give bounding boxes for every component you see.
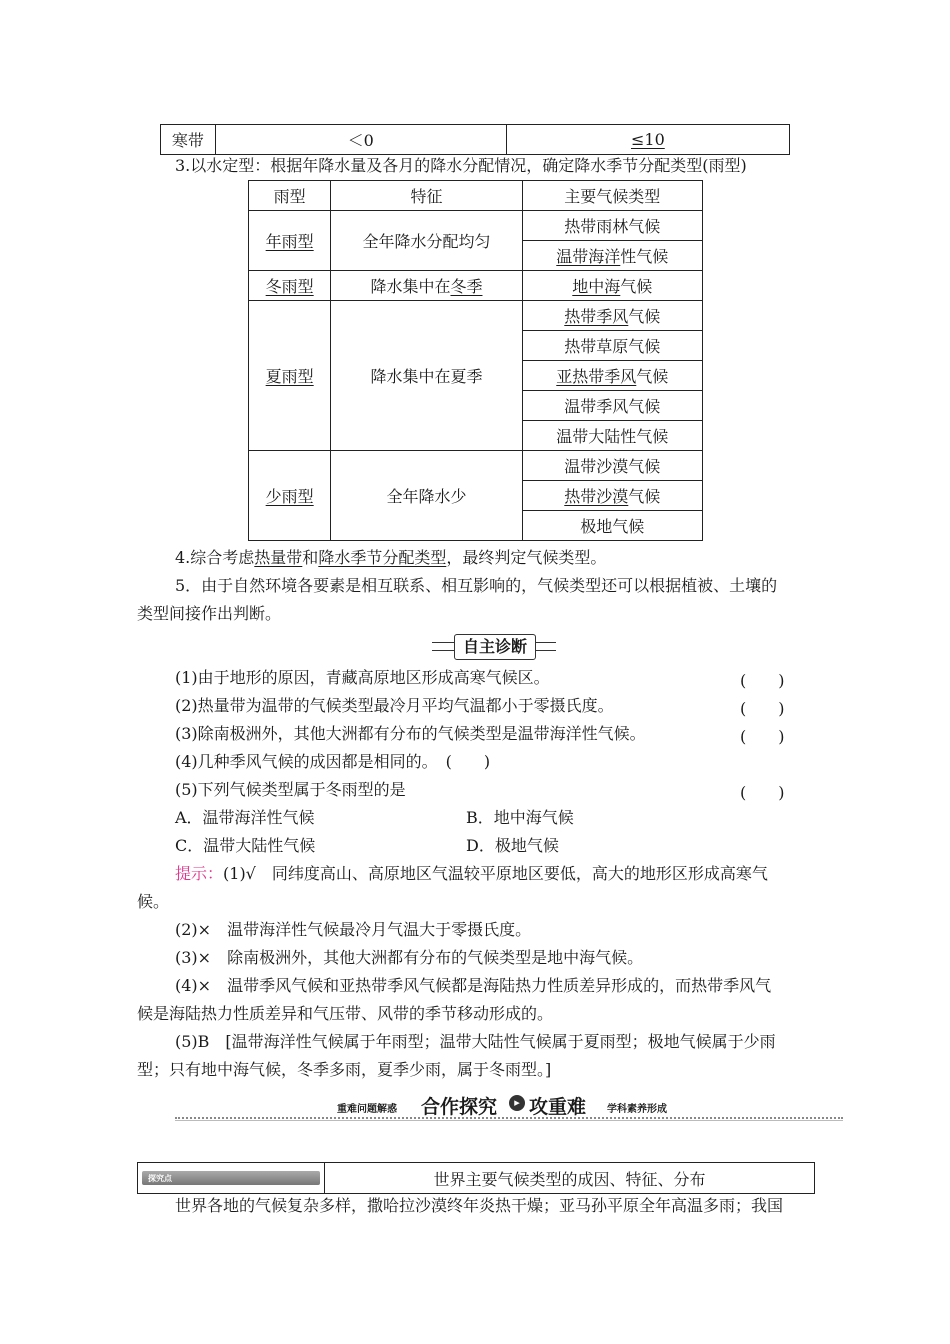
answer-2: (2)× 温带海洋性气候最冷月气温大于零摄氏度。 — [175, 920, 532, 939]
item-4: 4.综合考虑热量带和降水季节分配类型，最终判定气候类型。 — [175, 548, 607, 567]
item-5-line1: 5．由于自然环境各要素是相互联系、相互影响的，气候类型还可以根据植被、土壤的 — [175, 576, 778, 595]
question-2: (2)热量带为温带的气候类型最冷月平均气温都小于零摄氏度。 — [175, 696, 614, 715]
feature-cell: 全年降水分配均匀 — [331, 211, 522, 271]
hint-label: 提示： — [175, 864, 224, 883]
item-3: 3.以水定型：根据年降水量及各月的降水分配情况，确定降水季节分配类型(雨型) — [175, 156, 747, 175]
option-c: C．温带大陆性气候 — [175, 836, 316, 855]
answer-blank-1: ( ) — [740, 671, 785, 690]
section-banner — [175, 1092, 843, 1120]
rain-type-cell: 少雨型 — [249, 451, 331, 541]
climate-cell: 温带大陆性气候 — [522, 421, 702, 451]
option-a: A．温带海洋性气候 — [175, 808, 315, 827]
rain-type-cell: 冬雨型 — [249, 271, 331, 301]
climate-cell: 温带季风气候 — [522, 391, 702, 421]
answer-5-line2: 型；只有地中海气候，冬季多雨，夏季少雨，属于冬雨型。] — [137, 1060, 552, 1079]
banner-big2: 攻重难 — [529, 1096, 587, 1118]
climate-cell: 极地气候 — [522, 511, 702, 541]
option-b: B．地中海气候 — [466, 808, 574, 827]
temp-cell: ＜0 — [215, 125, 506, 155]
table-row — [249, 271, 703, 301]
table-header-cell: 主要气候类型 — [522, 181, 702, 211]
table-row — [249, 211, 703, 241]
banner-right: 学科素养形成 — [607, 1104, 667, 1115]
table-header-cell: 雨型 — [249, 181, 331, 211]
answer-1-line2: 候。 — [137, 892, 170, 911]
item-5-line2: 类型间接作出判断。 — [137, 604, 282, 623]
feature-cell: 降水集中在夏季 — [331, 301, 522, 451]
answer-blank-5: ( ) — [740, 783, 785, 802]
last-line: 世界各地的气候复杂多样，撒哈拉沙漠终年炎热干燥；亚马孙平原全年高温多雨；我国 — [175, 1196, 784, 1215]
banner-left: 重难问题解惑 — [337, 1104, 397, 1115]
temp-cell-2: ≤10 — [506, 125, 789, 155]
climate-cell: 热带季风气候 — [522, 301, 702, 331]
answer-blank-3: ( ) — [740, 727, 785, 746]
table-row — [249, 301, 703, 331]
table-row — [249, 451, 703, 481]
table-header-cell: 特征 — [331, 181, 522, 211]
rain-type-table — [248, 180, 703, 541]
explore-box — [137, 1162, 815, 1194]
answer-3: (3)× 除南极洲外，其他大洲都有分布的气候类型是地中海气候。 — [175, 948, 644, 967]
answer-1-line1: 提示：(1)√ 同纬度高山、高原地区气温较平原地区要低，高大的地形区形成高寒气 — [175, 864, 768, 883]
temperature-table — [160, 124, 790, 155]
climate-cell: 热带雨林气候 — [522, 211, 702, 241]
section-title-decor — [432, 634, 556, 660]
table-header-row — [249, 181, 703, 211]
answer-5-line1: (5)B [温带海洋性气候属于年雨型；温带大陆性气候属于夏雨型；极地气候属于少雨 — [175, 1032, 776, 1051]
question-5: (5)下列气候类型属于冬雨型的是 — [175, 780, 406, 799]
arrow-icon: ▸ — [509, 1095, 525, 1111]
question-1: (1)由于地形的原因，青藏高原地区形成高寒气候区。 — [175, 668, 550, 687]
zone-cell: 寒带 — [161, 125, 216, 155]
option-d: D．极地气候 — [466, 836, 559, 855]
feature-cell: 全年降水少 — [331, 451, 522, 541]
feature-cell: 降水集中在冬季 — [331, 271, 522, 301]
explore-tag: 探究点 — [142, 1171, 320, 1185]
section-title: 自主诊断 — [454, 634, 536, 660]
banner-big1: 合作探究 — [421, 1096, 498, 1118]
explore-title: 世界主要气候类型的成因、特征、分布 — [325, 1163, 815, 1194]
climate-cell: 地中海气候 — [522, 271, 702, 301]
rain-type-cell: 夏雨型 — [249, 301, 331, 451]
rain-type-cell: 年雨型 — [249, 211, 331, 271]
climate-cell: 热带沙漠气候 — [522, 481, 702, 511]
climate-cell: 热带草原气候 — [522, 331, 702, 361]
answer-4-line1: (4)× 温带季风气候和亚热带季风气候都是海陆热力性质差异形成的，而热带季风气 — [175, 976, 772, 995]
climate-cell: 亚热带季风气候 — [522, 361, 702, 391]
question-3: (3)除南极洲外，其他大洲都有分布的气候类型是温带海洋性气候。 — [175, 724, 646, 743]
question-4: (4)几种季风气候的成因都是相同的。 ( ) — [175, 752, 491, 771]
answer-4-line2: 候是海陆热力性质差异和气压带、风带的季节移动形成的。 — [137, 1004, 554, 1023]
climate-cell: 温带沙漠气候 — [522, 451, 702, 481]
climate-cell: 温带海洋性气候 — [522, 241, 702, 271]
answer-blank-2: ( ) — [740, 699, 785, 718]
